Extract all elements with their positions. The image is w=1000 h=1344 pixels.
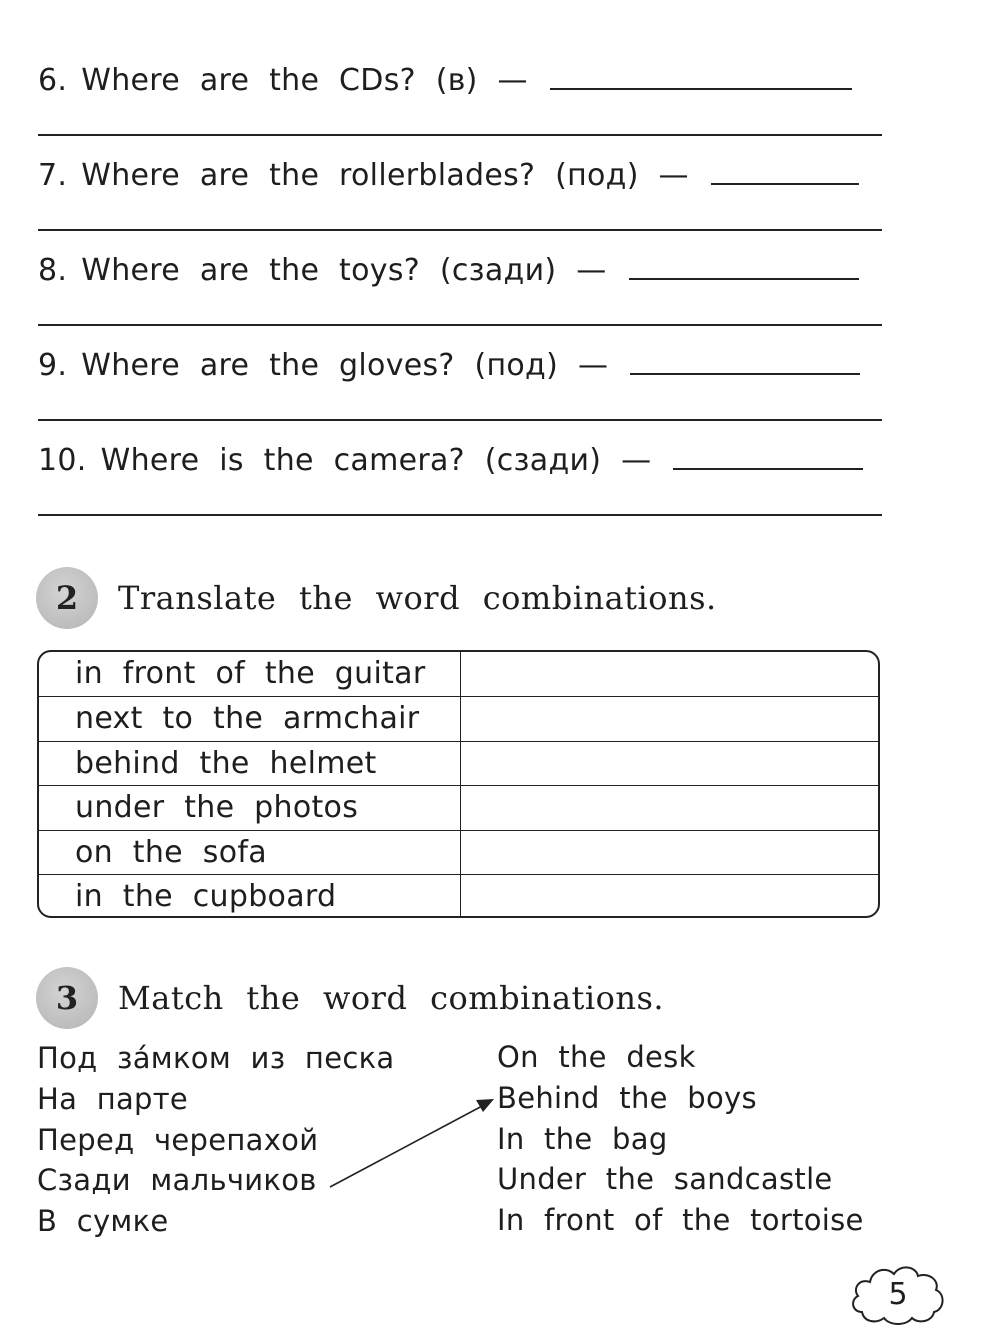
question-text: Where are the rollerblades? (под) — (81, 158, 689, 193)
english-column (497, 1037, 864, 1241)
exercise-title: Translate the word combinations. (118, 579, 717, 617)
translation-table (37, 650, 880, 918)
answer-blank[interactable] (629, 277, 859, 280)
table-row (39, 830, 878, 874)
russian-column (37, 1038, 394, 1242)
table-row (39, 785, 878, 829)
table-row (39, 874, 878, 918)
translation-cell[interactable] (461, 697, 878, 740)
match-item-left[interactable]: В сумке (37, 1204, 169, 1239)
english-cell: under the photos (39, 786, 461, 829)
english-cell: next to the armchair (39, 697, 461, 740)
translation-cell[interactable] (461, 875, 878, 918)
question-text: Where is the camera? (сзади) — (100, 443, 652, 478)
question-text: Where are the CDs? (в) — (81, 63, 528, 98)
table-row (39, 696, 878, 740)
answer-blank[interactable] (550, 87, 852, 90)
translation-cell[interactable] (461, 786, 878, 829)
english-cell: behind the helmet (39, 742, 461, 785)
question-number: 6. (38, 63, 68, 98)
answer-blank[interactable] (711, 182, 859, 185)
question-text: Where are the toys? (сзади) — (81, 253, 607, 288)
match-item-right[interactable]: Under the sandcastle (497, 1162, 833, 1197)
question-number: 7. (38, 158, 68, 193)
english-cell: in front of the guitar (39, 652, 461, 696)
match-item-left[interactable]: Сзади мальчиков (37, 1163, 317, 1198)
table-row (39, 741, 878, 785)
answer-line[interactable] (38, 324, 882, 326)
page-number-badge (848, 1262, 948, 1326)
question-number: 10. (38, 443, 87, 478)
match-item-left[interactable]: Перед черепахой (37, 1122, 319, 1157)
question-number: 8. (38, 253, 68, 288)
exercise-number-badge: 3 (36, 967, 98, 1029)
answer-line[interactable] (38, 514, 882, 516)
question-text: Where are the gloves? (под) — (81, 348, 609, 383)
exercise-3-header (36, 966, 664, 1030)
table-row (39, 652, 878, 696)
exercise-2-header (36, 566, 717, 630)
answer-line[interactable] (38, 229, 882, 231)
match-item-right[interactable]: On the desk (497, 1040, 696, 1074)
match-item-left[interactable]: На парте (37, 1081, 189, 1116)
arrow-head-icon (476, 1099, 494, 1112)
match-item-left[interactable]: Под зáмком из песка (37, 1041, 395, 1075)
match-item-right[interactable]: Behind the boys (497, 1080, 757, 1115)
page-number: 5 (888, 1276, 908, 1312)
question-10 (38, 438, 863, 478)
question-6 (38, 58, 852, 98)
english-cell: on the sofa (39, 831, 461, 874)
match-item-right[interactable]: In front of the tortoise (497, 1203, 864, 1238)
translation-cell[interactable] (461, 652, 878, 696)
answer-blank[interactable] (673, 467, 863, 470)
answer-line[interactable] (38, 419, 882, 421)
exercise-number-badge: 2 (36, 567, 98, 629)
answer-line[interactable] (38, 134, 882, 136)
english-cell: in the cupboard (39, 875, 461, 918)
answer-blank[interactable] (630, 372, 860, 375)
translation-cell[interactable] (461, 742, 878, 785)
question-9 (38, 343, 860, 383)
exercise-title: Match the word combinations. (118, 979, 665, 1017)
question-number: 9. (38, 348, 68, 383)
translation-cell[interactable] (461, 831, 878, 874)
match-item-right[interactable]: In the bag (497, 1121, 668, 1156)
question-8 (38, 248, 859, 288)
question-7 (38, 153, 859, 193)
